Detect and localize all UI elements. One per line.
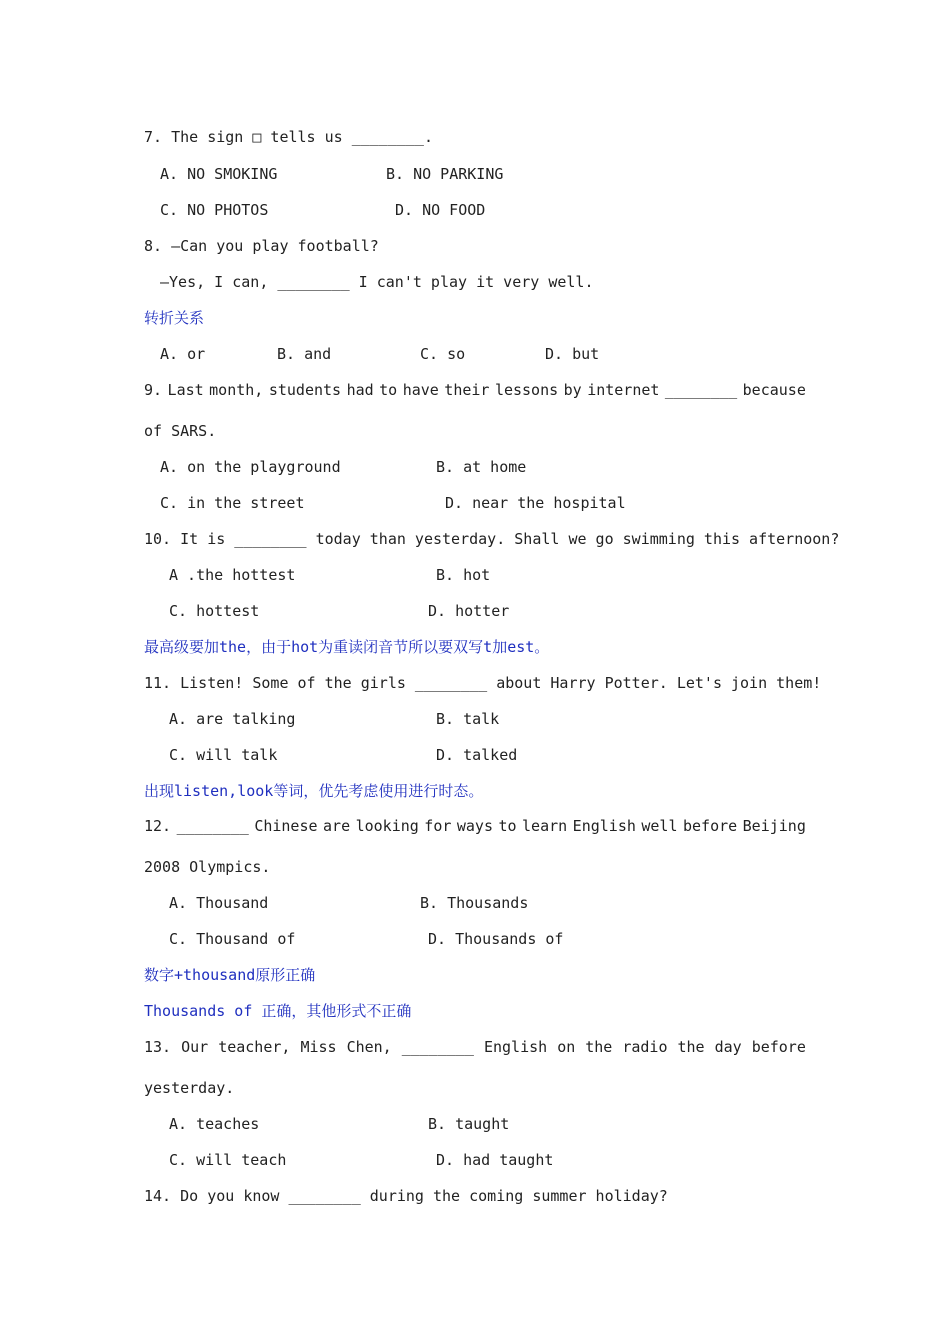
question-11-stem: 11. Listen! Some of the girls ________ about Harry Potter. Let's join them! bbox=[144, 674, 822, 692]
stem-word: Our bbox=[181, 1038, 209, 1056]
stem-word: because bbox=[742, 381, 806, 399]
stem-word: before bbox=[751, 1038, 806, 1056]
option-12d: D. Thousands of bbox=[428, 930, 564, 948]
question-9-stem-cont: of SARS. bbox=[144, 422, 217, 440]
stem-word: Beijing bbox=[742, 817, 806, 835]
question-9-stem bbox=[144, 380, 806, 400]
option-10a: A .the hottest bbox=[169, 566, 296, 584]
question-10-stem: 10. It is ________ today than yesterday. Shall we go swimming this afternoon? bbox=[144, 530, 840, 548]
option-9a: A. on the playground bbox=[160, 458, 341, 476]
stem-word: their bbox=[444, 381, 490, 399]
option-10b: B. hot bbox=[436, 566, 491, 584]
answer-blank: ________ bbox=[401, 1038, 474, 1056]
option-9d: D. near the hospital bbox=[445, 494, 626, 512]
option-11b: B. talk bbox=[436, 710, 500, 728]
stem-word: 12. bbox=[144, 817, 172, 835]
stem-word: had bbox=[346, 381, 374, 399]
option-10d: D. hotter bbox=[428, 602, 510, 620]
answer-blank: ________ bbox=[664, 381, 738, 399]
option-8c: C. so bbox=[420, 345, 466, 363]
option-11a: A. are talking bbox=[169, 710, 296, 728]
stem-word: for bbox=[424, 817, 452, 835]
option-13b: B. taught bbox=[428, 1115, 510, 1133]
stem-word: the bbox=[585, 1038, 613, 1056]
stem-word: English bbox=[483, 1038, 548, 1056]
stem-word: teacher, bbox=[218, 1038, 291, 1056]
option-7a: A. NO SMOKING bbox=[160, 165, 278, 183]
stem-word: Miss bbox=[300, 1038, 337, 1056]
stem-word: Last bbox=[167, 381, 204, 399]
stem-word: have bbox=[402, 381, 439, 399]
question-8-note: 转折关系 bbox=[144, 309, 205, 327]
option-8d: D. but bbox=[545, 345, 600, 363]
option-9c: C. in the street bbox=[160, 494, 305, 512]
question-8-stem: 8. —Can you play football? bbox=[144, 237, 379, 255]
stem-word: English bbox=[572, 817, 636, 835]
question-13-stem-cont: yesterday. bbox=[144, 1079, 235, 1097]
stem-word: looking bbox=[355, 817, 419, 835]
option-7d: D. NO FOOD bbox=[395, 201, 486, 219]
option-12b: B. Thousands bbox=[420, 894, 529, 912]
option-11c: C. will talk bbox=[169, 746, 278, 764]
option-8b: B. and bbox=[277, 345, 332, 363]
option-9b: B. at home bbox=[436, 458, 527, 476]
stem-word: lessons bbox=[494, 381, 559, 399]
stem-word: internet bbox=[587, 381, 660, 399]
question-14-stem: 14. Do you know ________ during the coming summer holiday? bbox=[144, 1187, 668, 1205]
option-8a: A. or bbox=[160, 345, 206, 363]
question-11-note: 出现listen,look等词，优先考虑使用进行时态。 bbox=[144, 782, 484, 800]
question-8-reply: —Yes, I can, ________ I can't play it very well. bbox=[160, 273, 594, 291]
option-12a: A. Thousand bbox=[169, 894, 269, 912]
question-13-stem bbox=[144, 1037, 806, 1057]
question-12-stem-cont: 2008 Olympics. bbox=[144, 858, 271, 876]
stem-word: 9. bbox=[144, 381, 163, 399]
stem-word: day bbox=[714, 1038, 742, 1056]
stem-word: Chen, bbox=[346, 1038, 392, 1056]
stem-word: by bbox=[563, 381, 582, 399]
option-13a: A. teaches bbox=[169, 1115, 260, 1133]
stem-word: learn bbox=[522, 817, 568, 835]
stem-word: the bbox=[677, 1038, 705, 1056]
stem-word: ways bbox=[456, 817, 493, 835]
stem-word: on bbox=[557, 1038, 576, 1056]
option-7b: B. NO PARKING bbox=[386, 165, 504, 183]
option-10c: C. hottest bbox=[169, 602, 260, 620]
stem-word: before bbox=[682, 817, 738, 835]
stem-word: radio bbox=[622, 1038, 668, 1056]
stem-word: students bbox=[268, 381, 342, 399]
stem-word: well bbox=[641, 817, 678, 835]
stem-word: 13. bbox=[144, 1038, 172, 1056]
stem-word: Chinese bbox=[254, 817, 318, 835]
question-12-note-2: Thousands of 正确，其他形式不正确 bbox=[144, 1002, 412, 1020]
option-7c: C. NO PHOTOS bbox=[160, 201, 269, 219]
stem-word: month, bbox=[209, 381, 264, 399]
answer-blank: ________ bbox=[176, 817, 249, 835]
question-7-stem: 7. The sign □ tells us ________. bbox=[144, 128, 433, 146]
option-11d: D. talked bbox=[436, 746, 518, 764]
question-12-note-1: 数字+thousand原形正确 bbox=[144, 966, 316, 984]
question-12-stem bbox=[144, 816, 806, 836]
stem-word: to bbox=[498, 817, 517, 835]
question-10-note: 最高级要加the，由于hot为重读闭音节所以要双写t加est。 bbox=[144, 638, 550, 656]
stem-word: to bbox=[379, 381, 398, 399]
option-13c: C. will teach bbox=[169, 1151, 287, 1169]
stem-word: are bbox=[323, 817, 351, 835]
option-12c: C. Thousand of bbox=[169, 930, 296, 948]
option-13d: D. had taught bbox=[436, 1151, 554, 1169]
